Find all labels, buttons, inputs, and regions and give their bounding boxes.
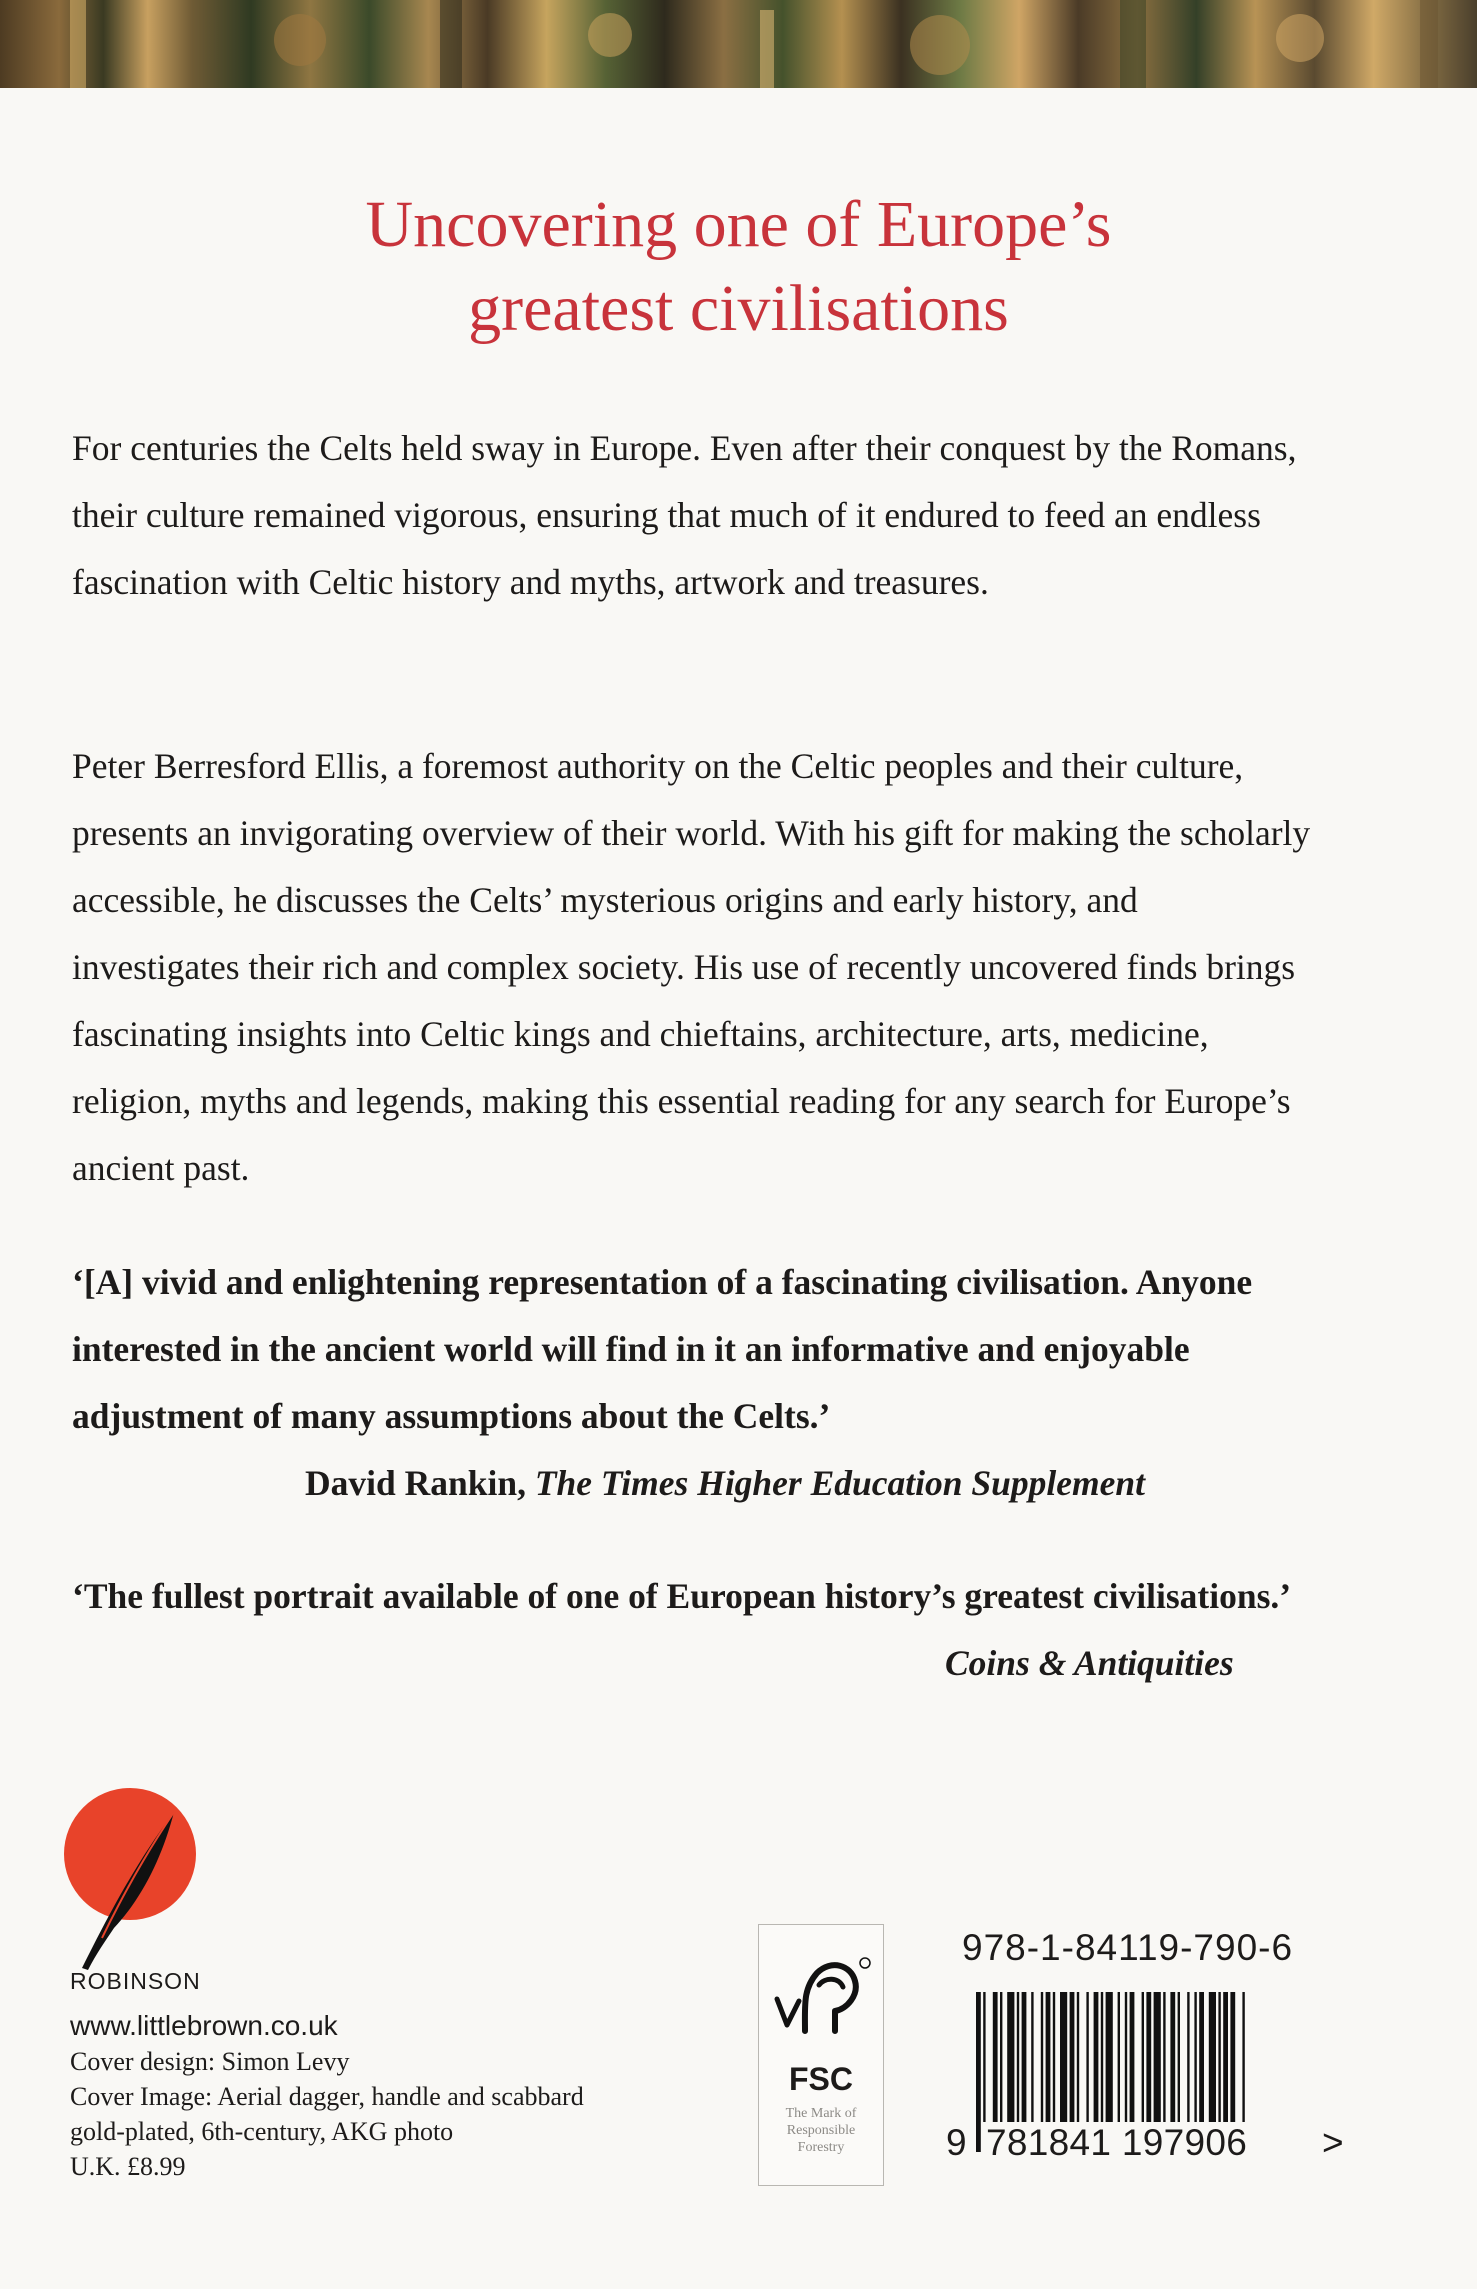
cover-art-banner	[0, 0, 1477, 88]
isbn-number: 978-1-84119-790-6	[962, 1927, 1294, 1968]
review-quote-2: ‘The fullest portrait available of one of European history’s greatest civilisations.’	[72, 1576, 1292, 1616]
barcode-marker: >	[1322, 2122, 1344, 2163]
cover-design-credit: Cover design: Simon Levy	[70, 2047, 350, 2076]
barcode-digits: 781841 197906	[983, 2122, 1250, 2164]
review-attribution-1	[305, 1450, 1145, 1517]
robinson-quill-logo-icon	[62, 1778, 202, 1978]
headline-line-2: greatest civilisations	[468, 272, 1009, 345]
barcode-lead-digit: 9	[946, 2122, 967, 2163]
review-source-1: The Times Higher Education Supplement	[534, 1463, 1145, 1503]
fsc-label	[758, 1924, 884, 2186]
review-author-1: David Rankin,	[305, 1463, 526, 1503]
price: U.K. £8.99	[70, 2152, 186, 2181]
description-paragraph-2: Peter Berresford Ellis, a foremost authority on the Celtic peoples and their culture, presents an invigorating overview of their world. With his gift for making the scholarly accessible, he discusses the Celts’ mysterious origins and early history, and investigates their rich and complex society. His use of recently uncovered finds brings fascinating insights into Celtic kings and chieftains, architecture, arts, medicine, religion, myths and legends, making this essential reading for any search for Europe’s ancient past.	[72, 746, 1311, 1188]
headline	[0, 183, 1477, 351]
review-quote-1: ‘[A] vivid and enlightening representation of a fascinating civilisation. Anyone interested in the ancient world will find in it an informative and enjoyable adjustment of many assumptions about the Celts.’	[72, 1262, 1253, 1436]
barcode-bar	[976, 1992, 981, 2152]
cover-credits	[70, 2044, 690, 2184]
fsc-tagline: The Mark of Responsible Forestry	[785, 2106, 857, 2155]
headline-line-1: Uncovering one of Europe’s	[365, 188, 1112, 261]
fsc-text: FSC	[789, 2061, 853, 2097]
publisher-website[interactable]: www.littlebrown.co.uk	[70, 2010, 338, 2041]
description-paragraph-1: For centuries the Celts held sway in Europe. Even after their conquest by the Romans, their culture remained vigorous, ensuring that much of it endured to feed an endless fascination with Celtic history and myths, artwork and treasures.	[72, 428, 1297, 602]
review-source-2: Coins & Antiquities	[945, 1643, 1234, 1683]
publisher-name: ROBINSON	[70, 1968, 201, 1994]
cover-image-credit-line-2: gold-plated, 6th-century, AKG photo	[70, 2117, 454, 2146]
cover-image-credit-line-1: Cover Image: Aerial dagger, handle and scabbard	[70, 2082, 584, 2111]
fsc-tree-icon	[759, 1925, 883, 2065]
